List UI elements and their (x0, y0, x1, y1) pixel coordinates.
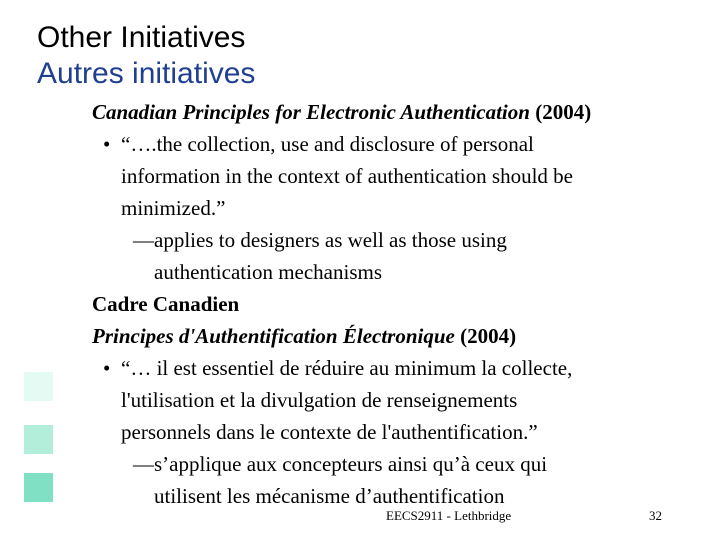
french-heading-year: (2004) (460, 324, 517, 348)
decorative-square-light (24, 372, 53, 401)
decorative-square-dark (24, 473, 53, 502)
slide-title (37, 20, 255, 92)
english-note-line-1: —applies to designers as well as those using (133, 228, 507, 252)
footer-course: EECS2911 - Lethbridge (386, 508, 512, 523)
decorative-square-medium (24, 425, 53, 454)
english-heading-year: (2004) (535, 100, 592, 124)
english-heading-title: Canadian Principles for Electronic Authentication (92, 100, 530, 124)
french-heading (92, 320, 516, 352)
french-quote-line-3: personnels dans le contexte de l'authentification.” (121, 420, 538, 444)
french-quote-line-2: l'utilisation et la divulgation de renseignements (121, 388, 518, 412)
french-note-line-2: utilisent les mécanisme d’authentification (154, 484, 505, 508)
french-note-line-1: —s’applique aux concepteurs ainsi qu’à ceux qui (133, 452, 548, 476)
footer-page-number: 32 (649, 508, 662, 523)
english-quote-line-3: minimized.” (121, 196, 226, 220)
french-quote-line-1: “… il est essentiel de réduire au minimum la collecte, (121, 356, 573, 380)
english-heading (92, 96, 591, 128)
english-quote-line-1: “….the collection, use and disclosure of personal (121, 132, 534, 156)
french-heading-title: Principes d'Authentification Électronique (92, 324, 455, 348)
english-quote-line-2: information in the context of authentication should be (121, 164, 573, 188)
french-heading-line-1: Cadre Canadien (92, 292, 240, 316)
english-note-line-2: authentication mechanisms (154, 260, 383, 284)
title-french: Autres initiatives (37, 57, 256, 90)
english-bullet-marker: • (103, 132, 111, 156)
title-english: Other Initiatives (37, 21, 246, 54)
french-bullet-marker: • (103, 356, 111, 380)
